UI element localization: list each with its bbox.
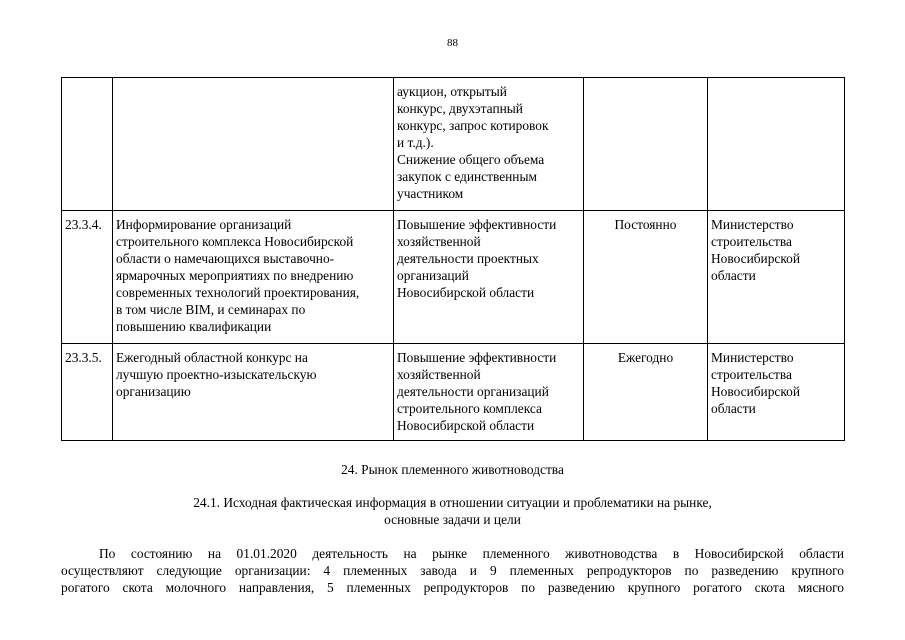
- cell-num: 23.3.4.: [62, 211, 113, 344]
- cell-result: Повышение эффективности хозяйственной деятельности проектных организаций Новосибирской области: [394, 211, 584, 344]
- cell-executor: [708, 78, 845, 211]
- page-number: 88: [447, 37, 458, 49]
- cell-term: Постоянно: [584, 211, 708, 344]
- section-title: 24. Рынок племенного животноводства: [341, 462, 564, 477]
- subsection-title: 24.1. Исходная фактическая информация в отношении ситуации и проблематики на рынке, основные задачи и цели: [193, 495, 712, 527]
- cell-num: 23.3.5.: [62, 344, 113, 441]
- table-row: [62, 211, 845, 344]
- cell-num: [62, 78, 113, 211]
- table-row: [62, 344, 845, 441]
- measures-table: [61, 77, 845, 441]
- cell-event: Ежегодный областной конкурс на лучшую проектно-изыскательскую организацию: [113, 344, 394, 441]
- cell-result: аукцион, открытый конкурс, двухэтапный конкурс, запрос котировок и т.д.). Снижение общего объема закупок с единственным участником: [394, 78, 584, 211]
- table-row: [62, 78, 845, 211]
- body-paragraph: По состоянию на 01.01.2020 деятельность на рынке племенного животноводства в Новосибирской области осуществляют следующие организации: 4 племенных завода и 9 племенных репродукторов по разведению крупного рогатого скота молочного направления, 5 племенных репродукторов по разведению крупного рогатого скота мясного: [61, 546, 844, 595]
- cell-term: Ежегодно: [584, 344, 708, 441]
- cell-executor: Министерство строительства Новосибирской области: [708, 211, 845, 344]
- cell-result: Повышение эффективности хозяйственной деятельности организаций строительного комплекса Новосибирской области: [394, 344, 584, 441]
- cell-event: [113, 78, 394, 211]
- cell-executor: Министерство строительства Новосибирской области: [708, 344, 845, 441]
- cell-term: [584, 78, 708, 211]
- cell-event: Информирование организаций строительного комплекса Новосибирской области о намечающихся выставочно- ярмарочных мероприятиях по внедрению современных технологий проектирования, в том числе BIM, и семинарах по повышению квалификации: [113, 211, 394, 344]
